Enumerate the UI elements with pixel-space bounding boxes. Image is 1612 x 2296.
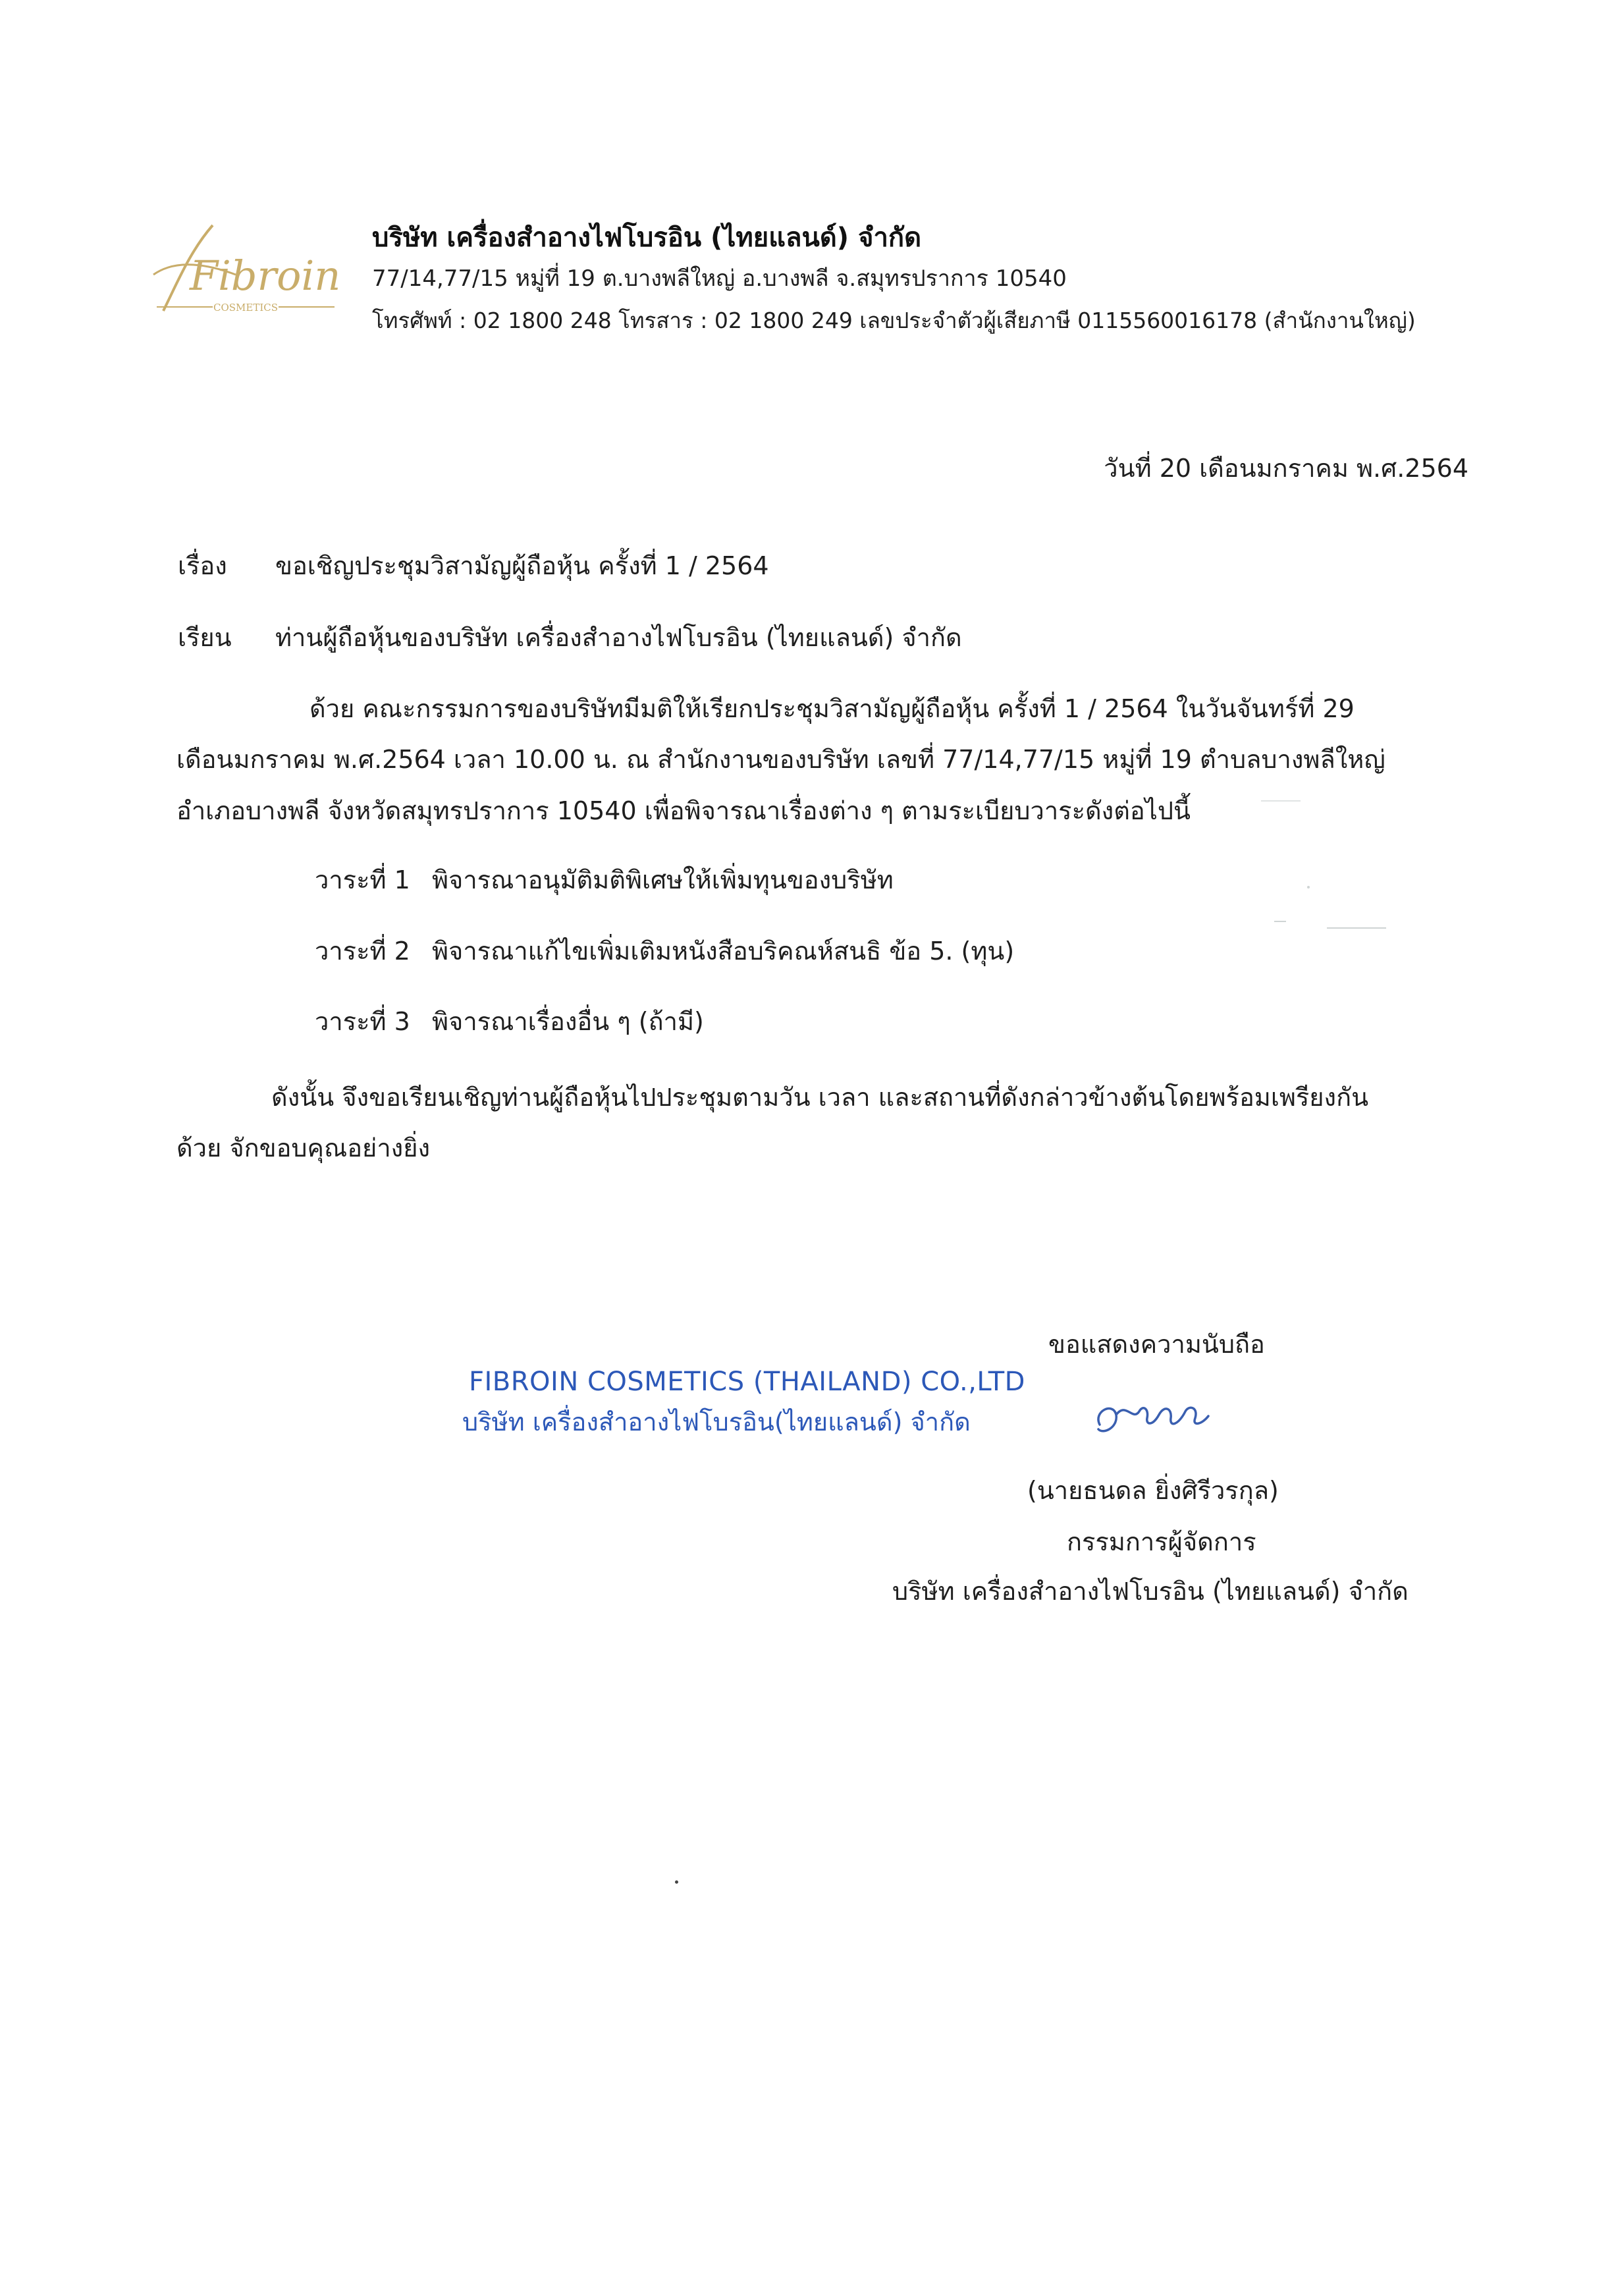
subject-value: ขอเชิญประชุมวิสามัญผู้ถือหุ้น ครั้งที่ 1 / 2564 (275, 551, 769, 580)
body-line-3: อำเภอบางพลี จังหวัดสมุทรปราการ 10540 เพื่อพิจารณาเรื่องต่าง ๆ ตามระเบียบวาระดังต่อไปนี้ (176, 796, 1191, 825)
agenda-number: วาระที่ 1 (315, 865, 410, 894)
signer-company: บริษัท เครื่องสำอางไฟโบรอิน (ไทยแลนด์) จำกัด (892, 1577, 1409, 1606)
svg-text:Fibroin: Fibroin (190, 252, 341, 300)
signer-position: กรรมการผู้จัดการ (1067, 1527, 1256, 1556)
handwritten-signature (1087, 1388, 1218, 1441)
scan-speck (1327, 927, 1386, 929)
scan-speck (1274, 921, 1286, 922)
svg-text:COSMETICS: COSMETICS (213, 302, 279, 314)
agenda-item (315, 860, 894, 900)
body-line-2: เดือนมกราคม พ.ศ.2564 เวลา 10.00 น. ณ สำนักงานของบริษัท เลขที่ 77/14,77/15 หมู่ที่ 19 ตำบลบางพลีใหญ่ (176, 745, 1385, 774)
company-stamp-english: FIBROIN COSMETICS (THAILAND) CO.,LTD (469, 1367, 1025, 1397)
agenda-item (315, 931, 1014, 971)
closing-line-1: ดังนั้น จึงขอเรียนเชิญท่านผู้ถือหุ้นไปประชุมตามวัน เวลา และสถานที่ดังกล่าวข้างต้นโดยพร้อมเพรียงกัน (271, 1083, 1369, 1112)
agenda-text: พิจารณาแก้ไขเพิ่มเติมหนังสือบริคณห์สนธิ ข้อ 5. (ทุน) (432, 937, 1015, 966)
regards-text: ขอแสดงความนับถือ (1048, 1330, 1265, 1359)
subject-label: เรื่อง (178, 551, 227, 580)
company-name: บริษัท เครื่องสำอางไฟโบรอิน (ไทยแลนด์) จำกัด (372, 223, 922, 253)
company-contact: โทรศัพท์ : 02 1800 248 โทรสาร : 02 1800 249 เลขประจำตัวผู้เสียภาษี 0115560016178 (สำนักงานใหญ่) (372, 308, 1416, 333)
company-stamp-thai: บริษัท เครื่องสำอางไฟโบรอิน(ไทยแลนด์) จำกัด (462, 1408, 971, 1436)
agenda-number: วาระที่ 3 (315, 1007, 410, 1036)
closing-line-2: ด้วย จักขอบคุณอย่างยิ่ง (176, 1134, 431, 1162)
agenda-text: พิจารณาเรื่องอื่น ๆ (ถ้ามี) (432, 1007, 704, 1036)
company-address: 77/14,77/15 หมู่ที่ 19 ต.บางพลีใหญ่ อ.บางพลี จ.สมุทรปราการ 10540 (372, 265, 1067, 292)
agenda-number: วาระที่ 2 (315, 937, 410, 966)
letter-date: วันที่ 20 เดือนมกราคม พ.ศ.2564 (1104, 454, 1468, 483)
recipient-label: เรียน (178, 623, 232, 652)
scan-speck (675, 1880, 678, 1884)
recipient-value: ท่านผู้ถือหุ้นของบริษัท เครื่องสำอางไฟโบรอิน (ไทยแลนด์) จำกัด (275, 623, 962, 652)
agenda-item (315, 1001, 704, 1041)
company-logo (150, 212, 341, 324)
agenda-text: พิจารณาอนุมัติมติพิเศษให้เพิ่มทุนของบริษัท (432, 865, 894, 894)
scan-speck (1261, 800, 1301, 802)
body-line-1: ด้วย คณะกรรมการของบริษัทมีมติให้เรียกประชุมวิสามัญผู้ถือหุ้น ครั้งที่ 1 / 2564 ในวันจันทร์ที่ 29 (309, 694, 1355, 723)
signer-name: (นายธนดล ยิ่งศิรีวรกุล) (1027, 1476, 1279, 1505)
scan-speck (1307, 886, 1310, 888)
